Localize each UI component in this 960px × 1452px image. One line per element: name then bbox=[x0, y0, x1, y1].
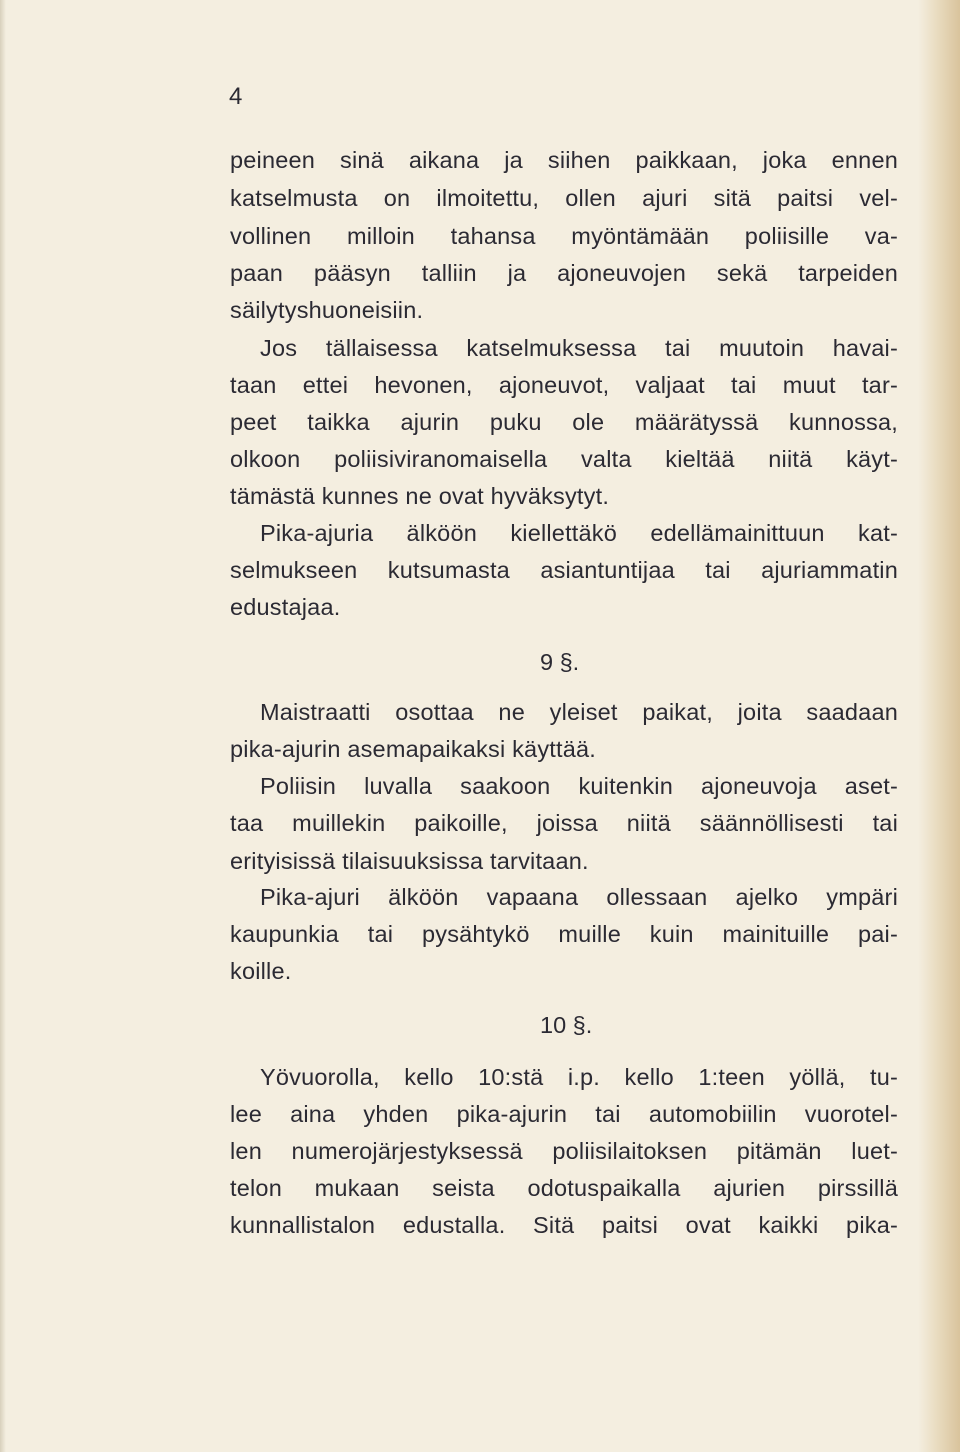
text-line: Jos tällaisessa katselmuksessa tai muutoin havai- bbox=[260, 335, 898, 361]
text-line: Poliisin luvalla saakoon kuitenkin ajoneuvoja aset- bbox=[260, 773, 898, 799]
text-line: taa muillekin paikoille, joissa niitä säännöllisesti tai bbox=[230, 810, 898, 836]
text-line: taan ettei hevonen, ajoneuvot, valjaat tai muut tar- bbox=[230, 372, 898, 398]
text-line: Yövuorolla, kello 10:stä i.p. kello 1:teen yöllä, tu- bbox=[260, 1064, 898, 1090]
text-line: Pika-ajuria älköön kiellettäkö edellämainittuun kat- bbox=[260, 520, 898, 546]
text-line: edustajaa. bbox=[230, 594, 341, 620]
text-line: olkoon poliisiviranomaisella valta kieltää niitä käyt- bbox=[230, 446, 898, 472]
text-line: peineen sinä aikana ja siihen paikkaan, joka ennen bbox=[230, 147, 898, 173]
text-line: kunnallistalon edustalla. Sitä paitsi ovat kaikki pika- bbox=[230, 1212, 898, 1238]
text-line: katselmusta on ilmoitettu, ollen ajuri sitä paitsi vel- bbox=[230, 185, 898, 211]
text-line: peet taikka ajurin puku ole määrätyssä kunnossa, bbox=[230, 409, 898, 435]
text-line: selmukseen kutsumasta asiantuntijaa tai ajuriammatin bbox=[230, 557, 898, 583]
page-left-edge bbox=[0, 0, 6, 1452]
text-line: Pika-ajuri älköön vapaana ollessaan ajelko ympäri bbox=[260, 884, 898, 910]
text-line: tämästä kunnes ne ovat hyväksytyt. bbox=[230, 483, 610, 509]
page-number: 4 bbox=[229, 83, 243, 110]
section-heading: 9 §. bbox=[540, 649, 580, 675]
text-line: len numerojärjestyksessä poliisilaitoksen pitämän luet- bbox=[230, 1138, 898, 1164]
text-line: Maistraatti osottaa ne yleiset paikat, joita saadaan bbox=[260, 699, 898, 725]
text-line: kaupunkia tai pysähtykö muille kuin mainituille pai- bbox=[230, 921, 898, 947]
text-line: vollinen milloin tahansa myöntämään poliisille va- bbox=[230, 223, 898, 249]
text-line: paan pääsyn talliin ja ajoneuvojen sekä tarpeiden bbox=[230, 260, 898, 286]
text-line: koille. bbox=[230, 958, 292, 984]
text-line: telon mukaan seista odotuspaikalla ajurien pirssillä bbox=[230, 1175, 898, 1201]
text-line: lee aina yhden pika-ajurin tai automobiilin vuorotel- bbox=[230, 1101, 898, 1127]
text-line: erityisissä tilaisuuksissa tarvitaan. bbox=[230, 848, 589, 874]
page-right-edge bbox=[918, 0, 960, 1452]
text-line: säilytyshuoneisiin. bbox=[230, 297, 424, 323]
section-heading: 10 §. bbox=[540, 1012, 593, 1038]
text-line: pika-ajurin asemapaikaksi käyttää. bbox=[230, 736, 597, 762]
